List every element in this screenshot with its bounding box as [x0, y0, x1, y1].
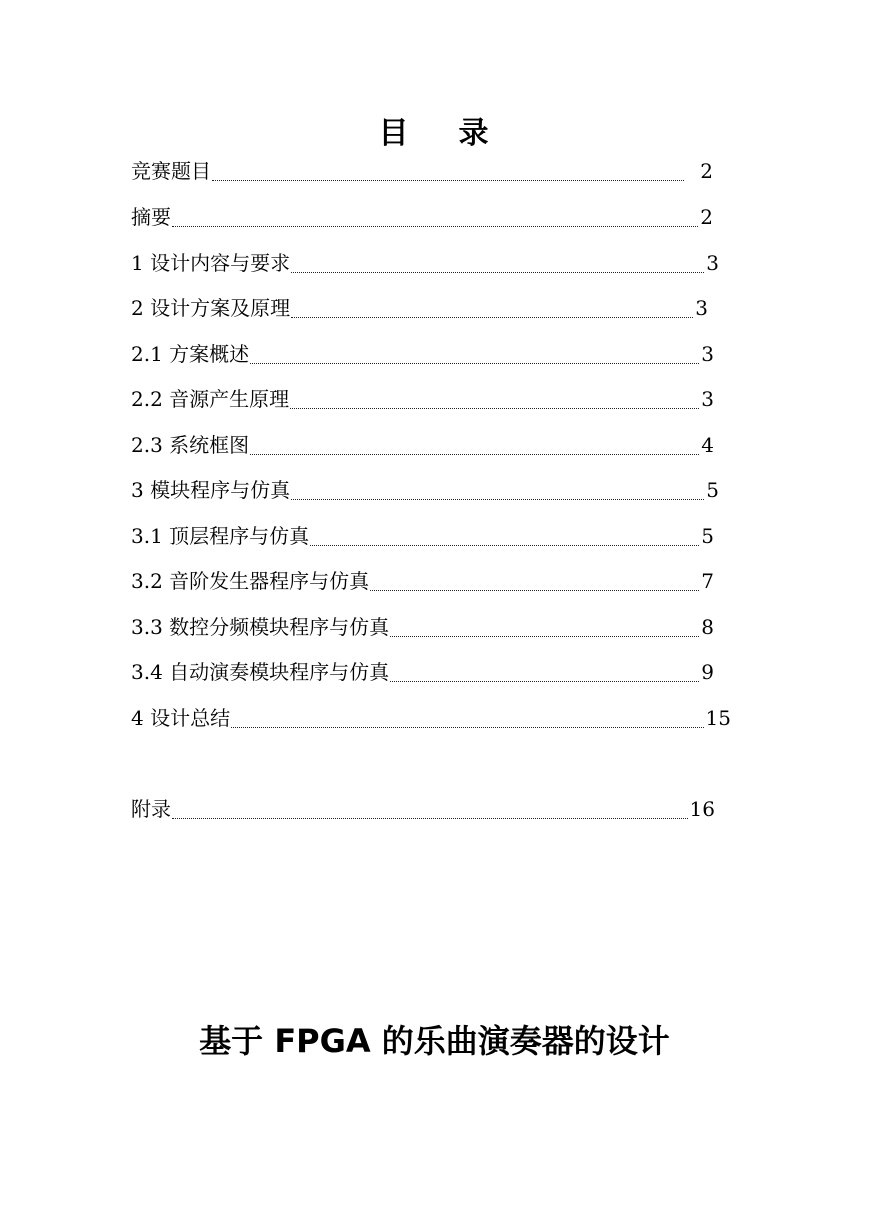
toc-leader-dots — [390, 681, 699, 682]
toc-leader-dots — [250, 363, 699, 364]
toc-entry-appendix[interactable] — [131, 796, 715, 824]
toc-leader-dots — [231, 727, 703, 728]
toc-leader-dots — [291, 499, 704, 500]
toc-entry-page: 15 — [705, 706, 731, 730]
document-title: 基于 FPGA 的乐曲演奏器的设计 — [199, 1022, 670, 1060]
toc-entry-3-3[interactable] — [131, 614, 714, 642]
toc-entry-label: 3 模块程序与仿真 — [131, 478, 291, 502]
toc-leader-dots — [212, 180, 684, 181]
toc-entry-label: 2.2 音源产生原理 — [131, 387, 290, 411]
toc-leader-dots — [172, 818, 688, 819]
toc-entry-label: 竞赛题目 — [131, 159, 211, 183]
toc-entry-label: 4 设计总结 — [131, 706, 231, 730]
toc-entry-3[interactable] — [131, 477, 719, 505]
toc-entry-2-1[interactable] — [131, 341, 714, 369]
toc-entry-label: 2.1 方案概述 — [131, 342, 250, 366]
toc-entry-3-2[interactable] — [131, 568, 714, 596]
toc-entry-label: 3.2 音阶发生器程序与仿真 — [131, 569, 370, 593]
toc-entry-3-4[interactable] — [131, 659, 714, 687]
toc-leader-dots — [370, 590, 699, 591]
toc-leader-dots — [250, 454, 699, 455]
toc-entry-2[interactable] — [131, 295, 708, 323]
toc-entry-label: 2.3 系统框图 — [131, 433, 250, 457]
toc-entry-label: 3.1 顶层程序与仿真 — [131, 524, 310, 548]
toc-leader-dots — [290, 408, 699, 409]
toc-entry-label: 3.3 数控分频模块程序与仿真 — [131, 615, 390, 639]
toc-entry-page: 3 — [701, 342, 714, 366]
toc-heading-part1: 目 — [378, 116, 411, 151]
toc-entry-1[interactable] — [131, 250, 719, 278]
toc-entry-page: 2 — [700, 159, 713, 183]
toc-entry-page: 5 — [706, 478, 719, 502]
toc-entry-label: 1 设计内容与要求 — [131, 251, 291, 275]
toc-entry-2-3[interactable] — [131, 432, 714, 460]
toc-entry-contest-topic[interactable] — [131, 158, 713, 186]
toc-entry-page: 2 — [700, 205, 713, 229]
toc-entry-label: 附录 — [131, 797, 171, 821]
toc-leader-dots — [310, 545, 699, 546]
toc-entry-2-2[interactable] — [131, 386, 714, 414]
toc-leader-dots — [291, 317, 693, 318]
toc-entry-label: 2 设计方案及原理 — [131, 296, 291, 320]
toc-entry-abstract[interactable] — [131, 204, 713, 232]
toc-entry-page: 3 — [706, 251, 719, 275]
toc-heading-part2: 录 — [458, 116, 491, 151]
toc-entry-4[interactable] — [131, 705, 731, 733]
toc-entry-page: 3 — [701, 387, 714, 411]
toc-entry-page: 4 — [701, 433, 714, 457]
toc-entry-page: 7 — [701, 569, 714, 593]
toc-leader-dots — [291, 272, 704, 273]
toc-entry-3-1[interactable] — [131, 523, 714, 551]
toc-leader-dots — [390, 636, 699, 637]
toc-entry-label: 3.4 自动演奏模块程序与仿真 — [131, 660, 390, 684]
toc-entry-page: 9 — [701, 660, 714, 684]
toc-entry-page: 3 — [695, 296, 708, 320]
toc-entry-label: 摘要 — [131, 205, 171, 229]
toc-entry-page: 8 — [701, 615, 714, 639]
toc-entry-page: 5 — [701, 524, 714, 548]
toc-entry-page: 16 — [689, 797, 715, 821]
toc-leader-dots — [172, 226, 698, 227]
